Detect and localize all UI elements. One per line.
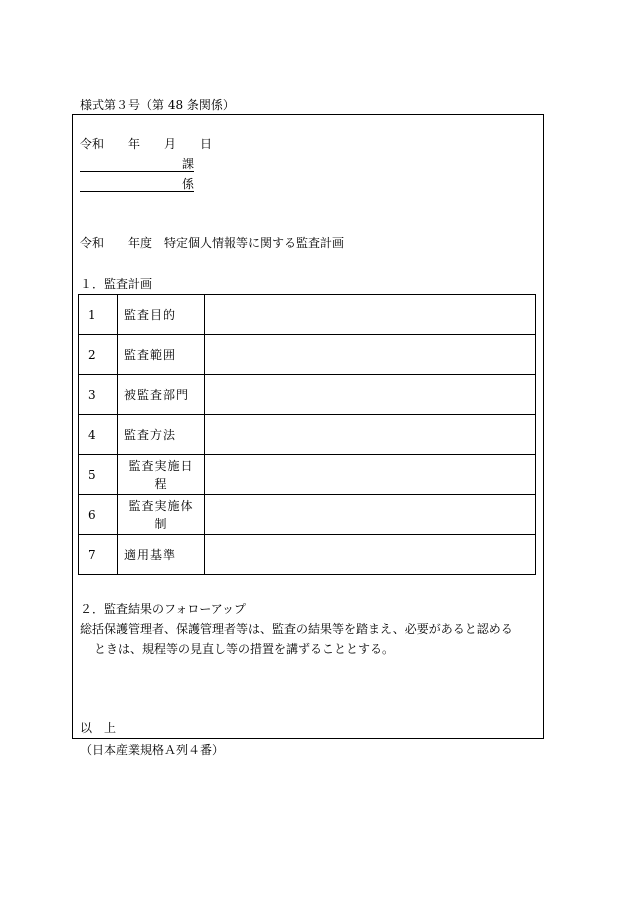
- table-row: [79, 335, 536, 375]
- unit-label: 課: [182, 157, 195, 171]
- row-value-cell[interactable]: [205, 375, 536, 415]
- table-row: [79, 415, 536, 455]
- row-number: 7: [79, 535, 118, 575]
- row-label: 監査範囲: [118, 335, 205, 375]
- row-label-line1: 監査実施体: [128, 498, 194, 513]
- document-title: 令和 年度 特定個人情報等に関する監査計画: [80, 236, 345, 250]
- row-value-cell[interactable]: [205, 335, 536, 375]
- body-text-line1: 総括保護管理者、保護管理者等は、監査の結果等を踏まえ、必要があると認める: [80, 622, 513, 636]
- form-header: 様式第３号（第 48 条関係）: [80, 98, 235, 112]
- row-value-cell[interactable]: [205, 535, 536, 575]
- table-row: [79, 495, 536, 535]
- row-value-cell[interactable]: [205, 455, 536, 495]
- row-number: 2: [79, 335, 118, 375]
- row-value-cell[interactable]: [205, 415, 536, 455]
- unit-blank-line[interactable]: [80, 171, 194, 172]
- row-label: 適用基準: [118, 535, 205, 575]
- audit-plan-table: [78, 294, 536, 575]
- row-number: 5: [79, 455, 118, 495]
- row-value-cell[interactable]: [205, 495, 536, 535]
- staff-label: 係: [182, 177, 195, 191]
- table-row: [79, 295, 536, 335]
- row-label: 監査目的: [118, 295, 205, 335]
- row-number: 4: [79, 415, 118, 455]
- row-label-line2: 制: [154, 516, 168, 531]
- row-label-line2: 程: [154, 476, 168, 491]
- row-label: 被監査部門: [118, 375, 205, 415]
- row-label: 監査方法: [118, 415, 205, 455]
- row-label: [118, 455, 205, 495]
- row-number: 1: [79, 295, 118, 335]
- row-value-cell[interactable]: [205, 295, 536, 335]
- footer-note: （日本産業規格Ａ列４番）: [80, 743, 225, 757]
- section1-heading: １．監査計画: [80, 277, 153, 291]
- date-line: 令和 年 月 日: [80, 137, 213, 151]
- closing-text: 以 上: [80, 721, 117, 735]
- table-row: [79, 535, 536, 575]
- row-label-line1: 監査実施日: [128, 458, 194, 473]
- table-row: [79, 455, 536, 495]
- table-row: [79, 375, 536, 415]
- row-number: 6: [79, 495, 118, 535]
- staff-blank-line[interactable]: [80, 191, 194, 192]
- body-text-line2: ときは、規程等の見直し等の措置を講ずることとする。: [94, 642, 395, 656]
- row-number: 3: [79, 375, 118, 415]
- row-label: [118, 495, 205, 535]
- section2-heading: ２．監査結果のフォローアップ: [80, 602, 246, 616]
